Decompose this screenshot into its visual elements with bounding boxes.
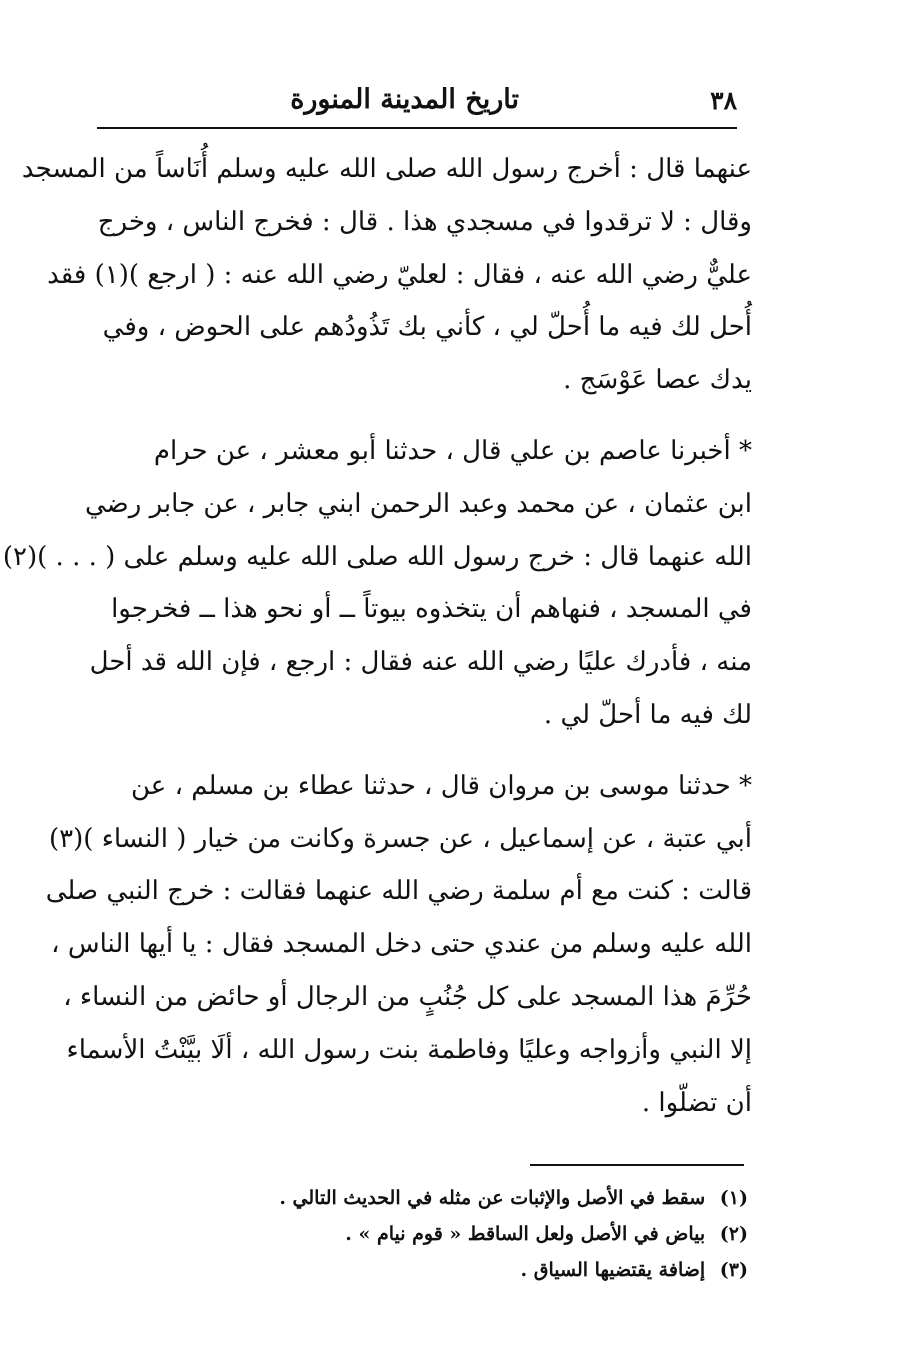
text-line: أُحل لك فيه ما أُحلّ لي ، كأني بك تَذُودُهم على الحوض ، وفي bbox=[102, 312, 752, 343]
paragraph bbox=[21, 143, 752, 407]
body-text bbox=[2, 143, 752, 1129]
text-line: يدك عصا عَوْسَج . bbox=[563, 365, 752, 396]
text-line: قالت : كنت مع أم سلمة رضي الله عنهما فقالت : خرج النبي صلى bbox=[45, 876, 752, 907]
footnotes bbox=[120, 1180, 748, 1288]
text-line: أبي عتبة ، عن إسماعيل ، عن جسرة وكانت من خيار ( النساء )(٣) bbox=[49, 823, 752, 854]
text-line: في المسجد ، فنهاهم أن يتخذوه بيوتاً ــ أو نحو هذا ــ فخرجوا bbox=[111, 594, 752, 625]
footnote-number: (١) bbox=[719, 1187, 748, 1209]
text-line: الله عنهما قال : خرج رسول الله صلى الله عليه وسلم على ( . . . )(٢) bbox=[2, 541, 752, 572]
text-line: * أخبرنا عاصم بن علي قال ، حدثنا أبو معشر ، عن حرام bbox=[153, 435, 752, 466]
footnote-number: (٢) bbox=[719, 1223, 748, 1245]
text-line: إلا النبي وأزواجه وعليًا وفاطمة بنت رسول الله ، ألَا بيَّنْتُ الأسماء bbox=[66, 1034, 752, 1065]
footnote-rule bbox=[530, 1164, 744, 1166]
footnote-text: إضافة يقتضيها السياق . bbox=[520, 1259, 706, 1281]
text-line: وقال : لا ترقدوا في مسجدي هذا . قال : فخرج الناس ، وخرج bbox=[97, 206, 752, 237]
footnote-text: سقط في الأصل والإثبات عن مثله في الحديث التالي . bbox=[279, 1187, 706, 1209]
footnote bbox=[120, 1252, 748, 1288]
running-title: تاريخ المدينة المنورة bbox=[290, 84, 519, 115]
text-line: أن تضلّوا . bbox=[641, 1087, 752, 1118]
footnote bbox=[120, 1216, 748, 1252]
text-line: لك فيه ما أحلّ لي . bbox=[543, 699, 752, 730]
text-line: الله عليه وسلم من عندي حتى دخل المسجد فقال : يا أيها الناس ، bbox=[51, 929, 752, 960]
footnote-text: بياض في الأصل ولعل الساقط « قوم نيام » . bbox=[345, 1223, 706, 1245]
footnote-number: (٣) bbox=[719, 1259, 748, 1281]
text-line: حُرِّمَ هذا المسجد على كل جُنُبٍ من الرجال أو حائض من النساء ، bbox=[63, 981, 752, 1012]
page-number: ٣٨ bbox=[710, 86, 737, 115]
paragraph bbox=[45, 760, 752, 1130]
text-line: ابن عثمان ، عن محمد وعبد الرحمن ابني جابر ، عن جابر رضي bbox=[85, 488, 752, 519]
footnote bbox=[120, 1180, 748, 1216]
paragraph bbox=[2, 425, 752, 742]
text-line: عنهما قال : أخرج رسول الله صلى الله عليه وسلم أُنَاساً من المسجد bbox=[21, 154, 752, 184]
text-line: * حدثنا موسى بن مروان قال ، حدثنا عطاء بن مسلم ، عن bbox=[131, 770, 752, 801]
text-line: منه ، فأدرك عليًا رضي الله عنه فقال : ارجع ، فإن الله قد أحل bbox=[89, 647, 752, 678]
page-header bbox=[97, 82, 737, 126]
header-rule bbox=[97, 127, 737, 129]
text-line: عليٌّ رضي الله عنه ، فقال : لعليّ رضي الله عنه : ( ارجع )(١) فقد bbox=[47, 259, 752, 290]
